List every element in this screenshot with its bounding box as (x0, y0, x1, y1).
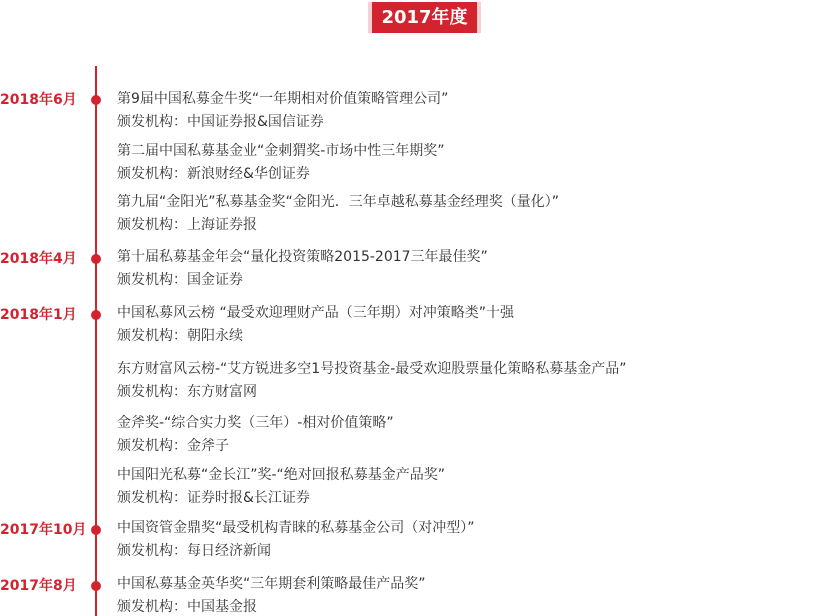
award-title: 第9届中国私募金牛奖“一年期相对价值策略管理公司” (117, 91, 449, 107)
timeline-dot (91, 525, 101, 535)
award-issuer: 颁发机构：证券时报&长江证券 (117, 490, 310, 506)
award-title: 中国阳光私募“金长江”奖-“绝对回报私募基金产品奖” (117, 467, 446, 483)
award-entry (117, 517, 817, 563)
award-title: 第十届私募基金年会“量化投资策略2015-2017三年最佳奖” (117, 249, 488, 265)
award-issuer: 颁发机构：东方财富网 (117, 384, 257, 400)
award-entry (117, 358, 817, 404)
award-issuer: 颁发机构：中国证券报&国信证券 (117, 114, 324, 130)
timeline-date-2018-04: 2018年4月 (0, 251, 77, 267)
award-entry (117, 191, 817, 237)
award-issuer: 颁发机构：中国基金报 (117, 599, 257, 615)
award-entry (117, 412, 817, 458)
timeline-date-2017-08: 2017年8月 (0, 578, 77, 594)
timeline-dot (91, 581, 101, 591)
award-issuer: 颁发机构：国金证券 (117, 272, 243, 288)
award-entry (117, 464, 817, 510)
timeline-date-2018-01: 2018年1月 (0, 307, 77, 323)
award-entry (117, 140, 817, 186)
year-label: 2017年度 (372, 2, 477, 33)
award-entry (117, 88, 817, 134)
award-issuer: 颁发机构：新浪财经&华创证券 (117, 166, 310, 182)
award-title: 第二届中国私募基金业“金刺猬奖-市场中性三年期奖” (117, 143, 445, 159)
award-issuer: 颁发机构：每日经济新闻 (117, 543, 271, 559)
award-title: 中国私募基金英华奖“三年期套利策略最佳产品奖” (117, 576, 426, 592)
award-entry (117, 246, 817, 292)
year-badge (368, 2, 481, 33)
award-title: 中国私募风云榜 “最受欢迎理财产品（三年期）对冲策略类”十强 (117, 305, 514, 321)
award-title: 金斧奖-“综合实力奖（三年）-相对价值策略” (117, 415, 394, 431)
award-title: 中国资管金鼎奖“最受机构青睐的私募基金公司（对冲型）” (117, 520, 475, 536)
timeline-date-2018-06: 2018年6月 (0, 92, 77, 108)
timeline-date-2017-10: 2017年10月 (0, 522, 87, 538)
award-issuer: 颁发机构：朝阳永续 (117, 328, 243, 344)
timeline-dot (91, 95, 101, 105)
award-title: 第九届“金阳光”私募基金奖“金阳光．三年卓越私募基金经理奖（量化）” (117, 194, 560, 210)
award-entry (117, 302, 817, 348)
award-issuer: 颁发机构：金斧子 (117, 438, 229, 454)
award-entry (117, 573, 817, 616)
timeline-dot (91, 310, 101, 320)
award-issuer: 颁发机构：上海证券报 (117, 217, 257, 233)
timeline-dot (91, 254, 101, 264)
award-title: 东方财富风云榜-“艾方锐进多空1号投资基金-最受欢迎股票量化策略私募基金产品” (117, 361, 627, 377)
